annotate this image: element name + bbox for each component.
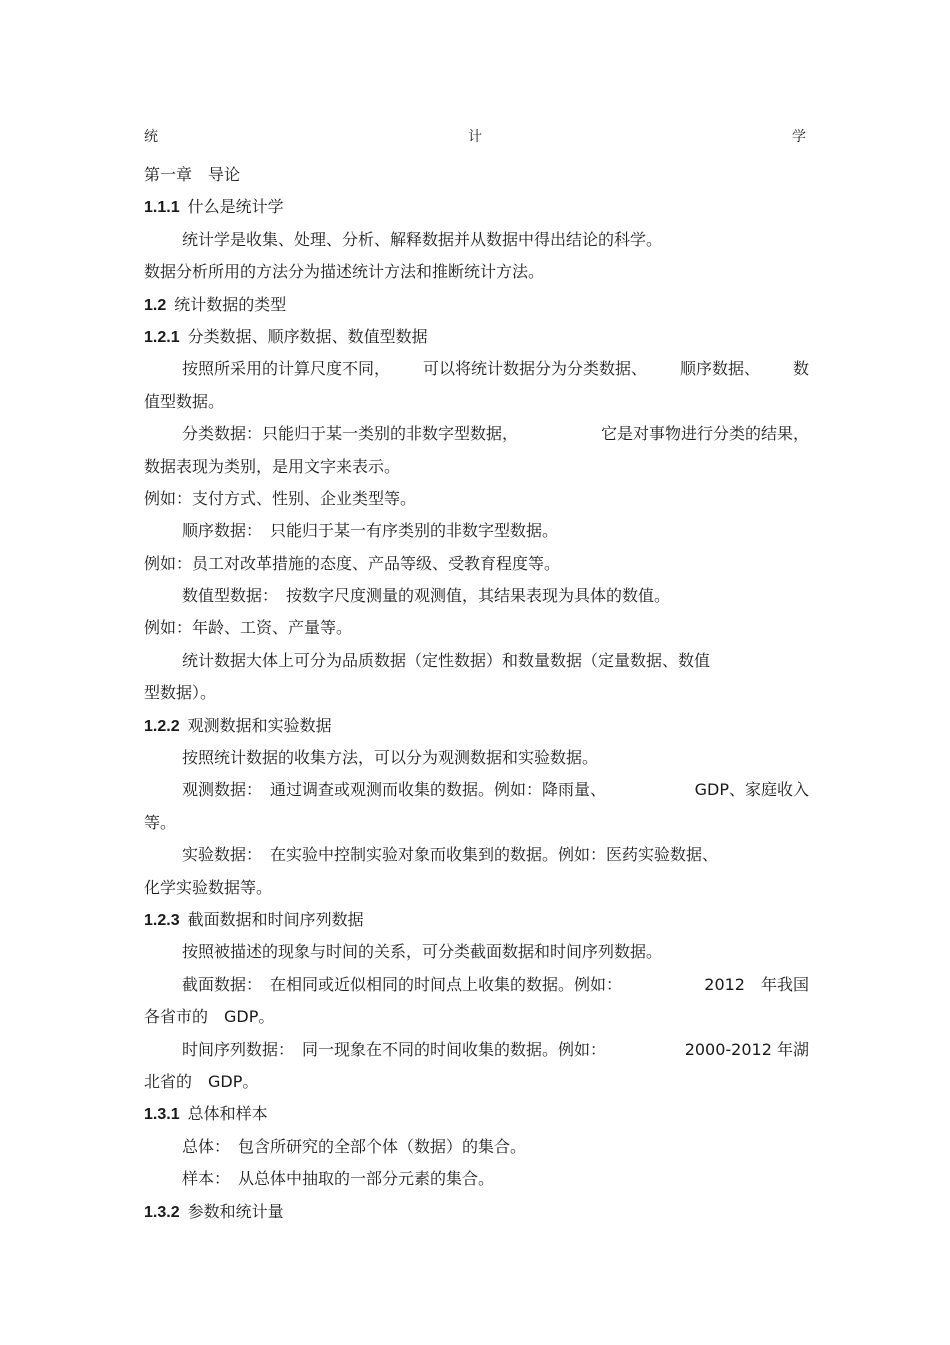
section-heading-1-3-1 xyxy=(144,1102,809,1134)
section-heading-1-1-1 xyxy=(144,195,809,227)
paragraph-continuation: 北省的 GDP。 xyxy=(144,1071,259,1091)
paragraph: 统计数据大体上可分为品质数据（定性数据）和数量数据（定量数据、数值 xyxy=(182,650,711,670)
paragraph: 实验数据： 在实验中控制实验对象而收集到的数据。例如：医药实验数据、 xyxy=(182,845,719,865)
example-line: 例如：员工对改革措施的态度、产品等级、受教育程度等。 xyxy=(144,553,561,573)
section-number: 1.2.2 xyxy=(144,717,180,735)
example-line: 例如：年龄、工资、产量等。 xyxy=(144,618,353,638)
document-header xyxy=(144,126,806,148)
section-number: 1.3.2 xyxy=(144,1203,180,1221)
paragraph-continuation: 各省市的 GDP。 xyxy=(144,1007,275,1027)
section-number: 1.1.1 xyxy=(144,199,180,217)
paragraph-continuation: 化学实验数据等。 xyxy=(144,877,273,897)
section-title: 参数和统计量 xyxy=(187,1201,284,1221)
paragraph-continuation: 值型数据。 xyxy=(144,391,225,411)
paragraph: 样本： 从总体中抽取的一部分元素的集合。 xyxy=(182,1169,495,1189)
section-title: 统计数据的类型 xyxy=(174,294,287,314)
paragraph: 时间序列数据： 同一现象在不同的时间收集的数据。例如： 2000-2012 年湖 xyxy=(182,1039,809,1059)
paragraph-continuation: 等。 xyxy=(144,812,177,832)
header-char-2: 计 xyxy=(468,129,482,145)
paragraph-continuation: 型数据）。 xyxy=(144,683,217,703)
section-heading-1-2 xyxy=(144,293,809,325)
paragraph: 分类数据：只能归于某一类别的非数字型数据， 它是对事物进行分类的结果， xyxy=(182,424,809,444)
section-title: 观测数据和实验数据 xyxy=(187,715,332,735)
header-char-3: 学 xyxy=(792,129,806,145)
section-heading-1-3-2 xyxy=(144,1200,809,1232)
paragraph: 顺序数据： 只能归于某一有序类别的非数字型数据。 xyxy=(182,521,559,541)
paragraph: 按照统计数据的收集方法，可以分为观测数据和实验数据。 xyxy=(182,748,599,768)
header-char-1: 统 xyxy=(144,129,158,145)
section-heading-1-2-2 xyxy=(144,714,809,746)
paragraph: 数据分析所用的方法分为描述统计方法和推断统计方法。 xyxy=(144,262,545,282)
document-body xyxy=(144,163,809,1232)
paragraph: 统计学是收集、处理、分析、解释数据并从数据中得出结论的科学。 xyxy=(182,229,663,249)
section-number: 1.2 xyxy=(144,296,167,314)
paragraph: 数值型数据： 按数字尺度测量的观测值，其结果表现为具体的数值。 xyxy=(182,586,671,606)
paragraph: 截面数据： 在相同或近似相同的时间点上收集的数据。例如： 2012 年我国 xyxy=(182,974,809,994)
section-number: 1.2.3 xyxy=(144,911,180,929)
section-number: 1.3.1 xyxy=(144,1106,180,1124)
paragraph: 总体： 包含所研究的全部个体（数据）的集合。 xyxy=(182,1136,527,1156)
section-number: 1.2.1 xyxy=(144,328,180,346)
section-heading-1-2-1 xyxy=(144,325,809,357)
chapter-title: 第一章 导论 xyxy=(144,165,241,184)
example-line: 例如：支付方式、性别、企业类型等。 xyxy=(144,488,417,508)
section-title: 总体和样本 xyxy=(187,1104,268,1124)
paragraph: 按照所采用的计算尺度不同， 可以将统计数据分为分类数据、 顺序数据、 数 xyxy=(182,359,809,379)
section-heading-1-2-3 xyxy=(144,908,809,940)
section-title: 什么是统计学 xyxy=(187,197,284,217)
paragraph: 观测数据： 通过调查或观测而收集的数据。例如：降雨量、 GDP、家庭收入 xyxy=(182,780,809,800)
section-title: 截面数据和时间序列数据 xyxy=(187,909,364,929)
paragraph-continuation: 数据表现为类别，是用文字来表示。 xyxy=(144,456,401,476)
section-title: 分类数据、顺序数据、数值型数据 xyxy=(187,326,428,346)
paragraph: 按照被描述的现象与时间的关系，可分类截面数据和时间序列数据。 xyxy=(182,942,663,962)
